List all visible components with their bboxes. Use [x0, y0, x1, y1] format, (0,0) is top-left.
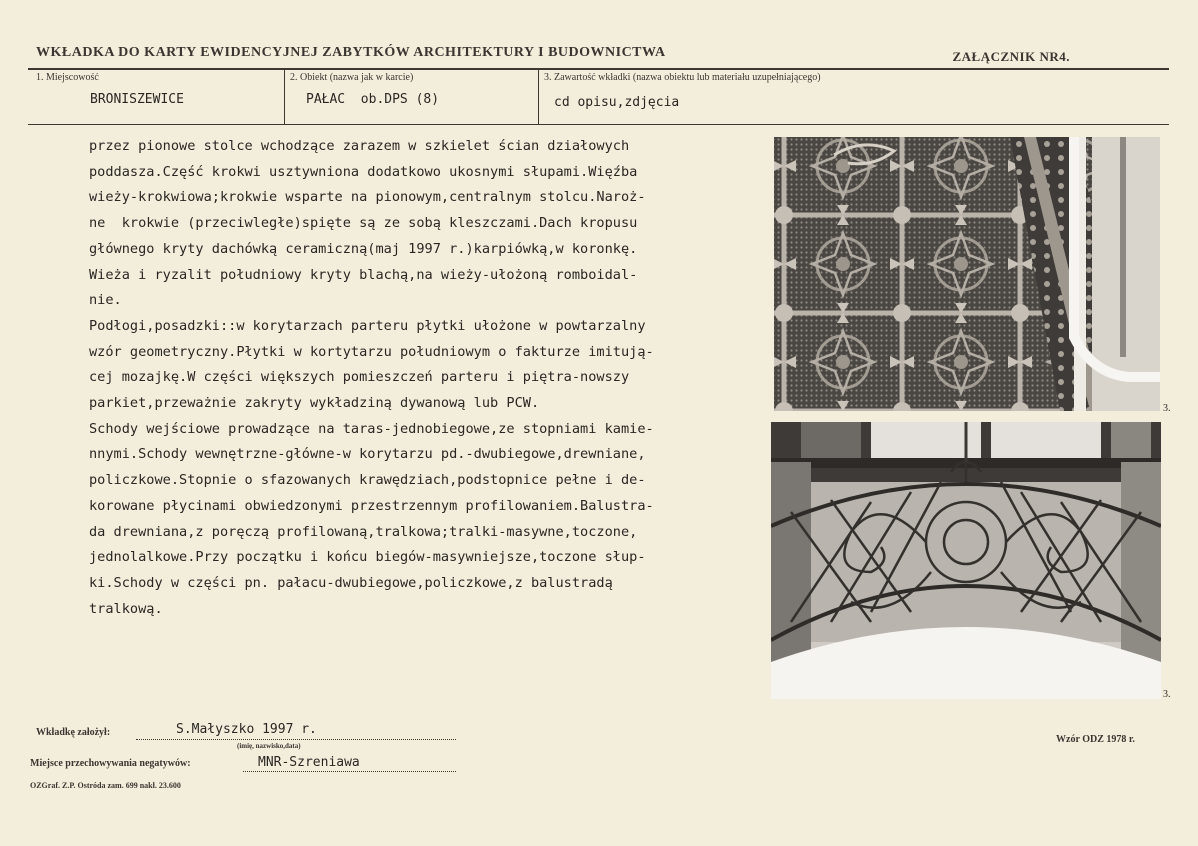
header-divider-1 [284, 69, 285, 125]
header-divider-2 [538, 69, 539, 125]
text-line: da drewniana,z poręczą profilowaną,tralkowa;tralki-masywne,toczone, [89, 523, 638, 540]
photo-1-number: 3. [1163, 403, 1171, 414]
field-object-value: PAŁAC ob.DPS (8) [306, 92, 440, 107]
author-hint: (imię, nazwisko,data) [237, 742, 301, 750]
header-top-rule [28, 68, 1169, 70]
text-line: nnymi.Schody wewnętrzne-główne-w korytarzu pd.-dwubiegowe,drewniane, [89, 446, 646, 463]
author-value: S.Małyszko 1997 r. [176, 722, 317, 737]
form-model-id: Wzór ODZ 1978 r. [1056, 734, 1135, 745]
balcony-railing-image [771, 422, 1161, 699]
photo-2-number: 3. [1163, 689, 1171, 700]
storage-dotted-line [243, 771, 456, 772]
text-line: wieży-krokwiowa;krokwie wsparte na pionowym,centralnym stolcu.Naroż- [89, 189, 646, 206]
text-line: tralkową. [89, 600, 163, 617]
header-bottom-rule [28, 124, 1169, 125]
mosaic-floor-image [774, 137, 1160, 411]
field-contents-value: cd opisu,zdjęcia [554, 95, 680, 110]
storage-label: Miejsce przechowywania negatywów: [30, 758, 191, 769]
text-line: cej mozajkę.W części większych pomieszczeń parteru i piętra-nowszy [89, 369, 630, 386]
text-line: policzkowe.Stopnie o sfazowanych krawędziach,podstopnice pełne i de- [89, 472, 646, 489]
text-line: parkiet,przeważnie zakryty wykładziną dywanową lub PCW. [89, 395, 540, 412]
author-label: Wkładkę założył: [36, 727, 111, 738]
text-line: przez pionowe stolce wchodzące zarazem w szkielet ścian działowych [89, 138, 630, 154]
photo-mosaic-floor [774, 137, 1160, 411]
text-line: wzór geometryczny.Płytki w kortytarzu południowym o fakturze imitują- [89, 343, 654, 360]
text-line: poddasza.Część krokwi usztywniona dodatkowo ukosnymi słupami.Więźba [89, 163, 638, 180]
field-contents-label: 3. Zawartość wkładki (nazwa obiektu lub materiału uzupełniającego) [544, 72, 821, 83]
text-line: Podłogi,posadzki::w korytarzach parteru płytki ułożone w powtarzalny [89, 317, 646, 334]
text-line: korowane płycinami obwiedzonymi przestrzennym profilowaniem.Balustra- [89, 497, 654, 514]
field-locality-label: 1. Miejscowość [36, 72, 99, 83]
text-line: jednolalkowe.Przy początku i końcu biegów-masywniejsze,toczone słup- [89, 549, 646, 566]
storage-value: MNR-Szreniawa [258, 755, 360, 770]
text-line: Schody wejściowe prowadzące na taras-jednobiegowe,ze stopniami kamie- [89, 420, 654, 437]
photo-balcony-railing [771, 422, 1161, 699]
text-line: ki.Schody w części pn. pałacu-dwubiegowe,policzkowe,z balustradą [89, 574, 613, 591]
description-text [89, 134, 769, 622]
attachment-number: ZAŁĄCZNIK NR4. [952, 49, 1070, 64]
text-line: nie. [89, 292, 122, 309]
form-title: WKŁADKA DO KARTY EWIDENCYJNEJ ZABYTKÓW ARCHITEKTURY I BUDOWNICTWA [36, 45, 666, 60]
text-line: głównego kryty dachówką ceramiczną(maj 1997 r.)karpiówką,w koronkę. [89, 240, 638, 257]
text-line: Wieża i ryzalit południowy kryty blachą,na wieży-ułożoną romboidal- [89, 266, 638, 283]
text-line: ne krokwie (przeciwległe)spięte są ze sobą kleszczami.Dach kropusu [89, 215, 638, 232]
field-object-label: 2. Obiekt (nazwa jak w karcie) [290, 72, 414, 83]
author-dotted-line [136, 739, 456, 740]
printer-note: OZGraf. Z.P. Ostróda zam. 699 nakł. 23.600 [30, 781, 181, 790]
field-locality-value: BRONISZEWICE [90, 92, 184, 107]
